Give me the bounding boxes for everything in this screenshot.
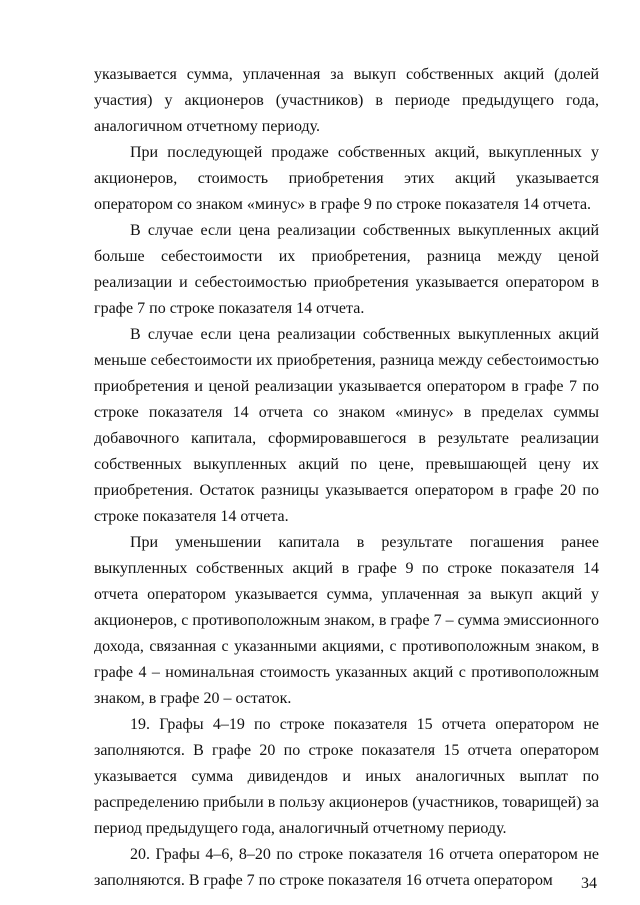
paragraph-price-lower: В случае если цена реализации собственных выкупленных акций меньше себестоимости их приобретения, разница между себестоимостью приобретения и ценой реализации указывается оператором в графе 7 по строке показателя 14 отчета со знаком «минус» в пределах суммы добавочного капитала, сформировавшегося в результате реализации собственных выкупленных акций по цене, превышающей цену их приобретения. Остаток разницы указывается оператором в графе 20 по строке показателя 14 отчета. — [94, 326, 599, 525]
page-number: 34 — [581, 875, 597, 892]
paragraph-item-20: 20. Графы 4–6, 8–20 по строке показателя 16 отчета оператором не заполняются. В графе 7 по строке показателя 16 отчета оператором — [94, 846, 599, 889]
document-body — [94, 62, 599, 894]
paragraph-capital-reduction: При уменьшении капитала в результате погашения ранее выкупленных собственных акций в графе 9 по строке показателя 14 отчета оператором указывается сумма, уплаченная за выкуп акций у акционеров, с противоположным знаком, в графе 7 – сумма эмиссионного дохода, связанная с указанными акциями, с противоположным знаком, в графе 4 – номинальная стоимость указанных акций с противоположным знаком, в графе 20 – остаток. — [94, 534, 599, 707]
paragraph-price-higher: В случае если цена реализации собственных выкупленных акций больше себестоимости их приобретения, разница между ценой реализации и себестоимостью приобретения указывается оператором в графе 7 по строке показателя 14 отчета. — [94, 222, 599, 317]
paragraph-sale-of-shares: При последующей продаже собственных акций, выкупленных у акционеров, стоимость приобретения этих акций указывается оператором со знаком «минус» в графе 9 по строке показателя 14 отчета. — [94, 144, 599, 213]
paragraph-item-19: 19. Графы 4–19 по строке показателя 15 отчета оператором не заполняются. В графе 20 по строке показателя 15 отчета оператором указывается сумма дивидендов и иных аналогичных выплат по распределению прибыли в пользу акционеров (участников, товарищей) за период предыдущего года, аналогичный отчетному периоду. — [94, 716, 599, 837]
paragraph-continuation: указывается сумма, уплаченная за выкуп собственных акций (долей участия) у акционеров (участников) в периоде предыдущего года, аналогичном отчетному периоду. — [94, 66, 599, 135]
